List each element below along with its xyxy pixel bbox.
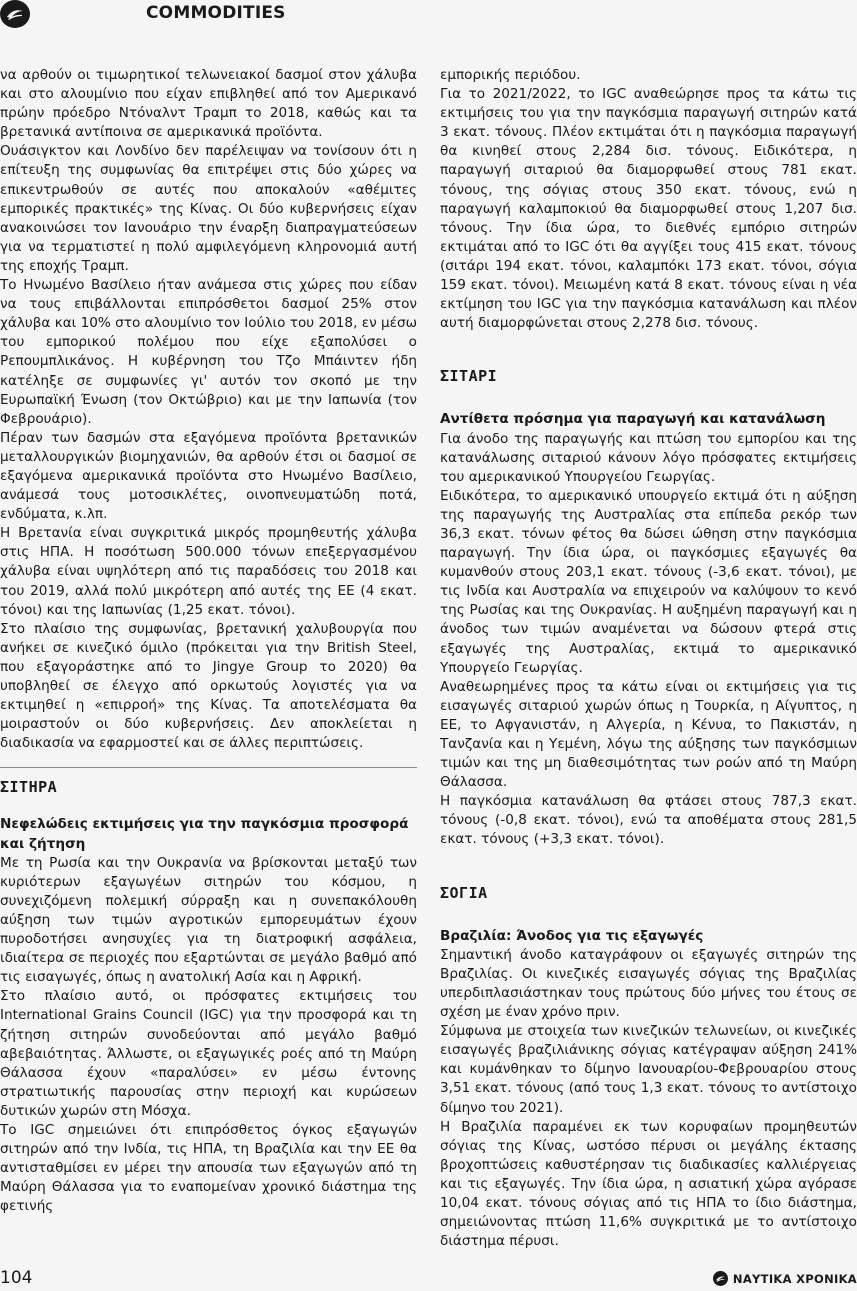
- paragraph: Πέραν των δασμών στα εξαγόμενα προϊόντα βρετανικών μεταλλουργικών βιομηχανιών, θα αρθούν έτσι οι δασμοί σε εξαγόμενα αμερικανικά προϊόντα στο Ηνωμένο Βασίλειο, ανάμεσά τους μοτοσικλέτες, οινοπνευματώδη ποτά, ενδύματα, κ.λπ.: [0, 429, 417, 523]
- left-column: [0, 66, 417, 1216]
- sub-heading-grains: Νεφελώδεις εκτιμήσεις για την παγκόσμια προσφορά και ζήτηση: [0, 816, 409, 852]
- paragraph: Σύμφωνα με στοιχεία των κινεζικών τελωνείων, οι κινεζικές εισαγωγές βραζιλιάνικης σόγιας κατέγραψαν αύξηση 241% και κυμάνθηκαν το δίμηνο Ιανουαρίου-Φεβρουαρίου στους 3,51 εκατ. τόνους (από τους 1,3 εκατ. τόνους το αντίστοιχο δίμηνο του 2021).: [440, 1023, 857, 1116]
- page-header: [0, 0, 857, 30]
- paragraph: Για το 2021/2022, το IGC αναθεώρησε προς τα κάτω τις εκτιμήσεις του για την παγκόσμια παραγωγή σιτηρών κατά 3 εκατ. τόνους. Πλέον εκτιμάται ότι η παγκόσμια παραγωγή θα κινηθεί στους 2,284 δισ. τόνους. Ειδικότερα, η παραγωγή σιταριού θα διαμορφωθεί στους 781 εκατ. τόνους, της σόγιας στους 350 εκατ. τόνους, ενώ η παραγωγή καλαμποκιού θα διαμορφωθεί στους 1,207 δισ. τόνους. Την ίδια ώρα, το διεθνές εμπόριο σιτηρών εκτιμάται από το IGC ότι θα αγγίξει τους 415 εκατ. τόνους (σιτάρι 194 εκατ. τόνοι, καλαμπόκι 173 εκατ. τόνοι, σόγια 159 εκατ. τόνοι). Μειωμένη κατά 8 εκατ. τόνους είναι η νέα εκτίμηση του IGC για την παγκόσμια κατανάλωση και πλέον αυτή διαμορφώνεται στους 2,278 δισ. τόνους.: [440, 86, 857, 332]
- right-column: [440, 66, 857, 1251]
- paragraph: Η παγκόσμια κατανάλωση θα φτάσει στους 787,3 εκατ. τόνους (-0,8 εκατ. τόνοι), ενώ τα αποθέματα στους 281,5 εκατ. τόνους (+3,3 εκατ. τόνοι).: [440, 793, 857, 848]
- paragraph: Στο πλαίσιο αυτό, οι πρόσφατες εκτιμήσεις του International Grains Council (IGC) για την προσφορά και τη ζήτηση σιτηρών συνοδεύονται από μεγάλο βαθμό αβεβαιότητας. Άλλωστε, οι εξαγωγικές ροές από τη Μαύρη Θάλασσα έχουν «παραλύσει» εν μέσω έντονης στρατιωτικής παρουσίας στην περιοχή και κυρώσεων δυτικών χωρών στη Μόσχα.: [0, 988, 417, 1119]
- page-number: 104: [0, 1268, 33, 1288]
- publication-logo-icon: [0, 0, 30, 28]
- paragraph: εμπορικής περιόδου.: [440, 67, 581, 83]
- sub-heading-wheat: Αντίθετα πρόσημα για παραγωγή και κατανάλωση: [440, 411, 826, 428]
- brand-name: ΝΑΥΤΙΚΑ ΧΡΟΝΙΚΑ: [732, 1271, 857, 1286]
- paragraph: Το IGC σημειώνει ότι επιπρόσθετος όγκος εξαγωγών σιτηρών από την Ινδία, τις ΗΠΑ, τη Βραζιλία και την ΕΕ θα αντισταθμίσει εν μέρει την απουσία των εξαγωγών από τη Μαύρη Θάλασσα για το εναπομείναν χρονικό διάστημα της φετινής: [0, 1121, 417, 1215]
- paragraph: Αναθεωρημένες προς τα κάτω είναι οι εκτιμήσεις για τις εισαγωγές σιταριού χωρών όπως η Τουρκία, η Αίγυπτος, η ΕΕ, το Αφγανιστάν, η Αλγερία, η Κένυα, το Πακιστάν, η Τανζανία και η Υεμένη, λόγω της αύξησης των παγκόσμιων τιμών και της μη διαθεσιμότητας των ροών από τη Μαύρη Θάλασσα.: [440, 678, 857, 791]
- section-divider: [0, 767, 417, 768]
- paragraph: Στο πλαίσιο της συμφωνίας, βρετανική χαλυβουργία που ανήκει σε κινεζικό όμιλο (πρόκειται για την British Steel, που εξαγοράστηκε από το Jingye Group το 2020) θα υποβληθεί σε έλεγχο από ορκωτούς λογιστές για να εκτιμηθεί η «επιρροή» της Κίνας. Τα αποτελέσματα θα μοιραστούν οι δύο κυβερνήσεις. Δεν αποκλείεται η διαδικασία να εφαρμοστεί και σε άλλες περιπτώσεις.: [0, 620, 417, 752]
- paragraph: Σημαντική άνοδο καταγράφουν οι εξαγωγές σιτηρών της Βραζιλίας. Οι κινεζικές εισαγωγές σόγιας της Βραζιλίας υπερδιπλασιάστηκαν τους πρώτους δύο μήνες του έτους σε σχέση με έναν χρόνο πριν.: [440, 946, 857, 1021]
- section-heading-wheat: ΣΙΤΑΡΙ: [440, 367, 498, 386]
- brand-logo-icon: [713, 1271, 728, 1286]
- section-heading-soy: ΣΟΓΙΑ: [440, 883, 488, 902]
- paragraph: Η Βρετανία είναι συγκριτικά μικρός προμηθευτής χάλυβα στις ΗΠΑ. Η ποσότωση 500.000 τόνων επεξεργασμένου χάλυβα είναι υψηλότερη από τις παραδόσεις του 2018 και του 2019, αλλά πολύ μικρότερη από αυτές της ΕΕ (4 εκατ. τόνοι) και της Ιαπωνίας (1,25 εκατ. τόνοι).: [0, 525, 417, 618]
- paragraph: Το Ηνωμένο Βασίλειο ήταν ανάμεσα στις χώρες που είδαν να τους επιβάλλονται επιπρόσθετοι δασμοί 25% στον χάλυβα και 10% στο αλουμίνιο τον Ιούλιο του 2018, εν μέσω του εμπορικού πολέμου που είχε εξαπολύσει ο Ρεπουμπλικάνος. Η κυβέρνηση του Τζο Μπάιντεν ήδη κατέληξε σε συμφωνίες γι' αυτόν τον σκοπό με την Ευρωπαϊκή Ένωση (τον Οκτώβριο) και με την Ιαπωνία (τον Φεβρουάριο).: [0, 277, 417, 427]
- footer-brand: [713, 1271, 857, 1286]
- paragraph: Για άνοδο της παραγωγής και πτώση του εμπορίου και της κατανάλωσης σιταριού κάνουν λόγο πρόσφατες εκτιμήσεις του αμερικανικού Υπουργείου Γεωργίας.: [440, 430, 857, 485]
- section-heading-grains: ΣΙΤΗΡΑ: [0, 778, 58, 797]
- paragraph: να αρθούν οι τιμωρητικοί τελωνειακοί δασμοί στον χάλυβα και στο αλουμίνιο που είχαν επιβληθεί από τον Αμερικανό πρώην πρόεδρο Ντόναλντ Τραμπ το 2018, καθώς και τα βρετανικά αντίποινα σε αμερικανικά προϊόντα.: [0, 67, 417, 141]
- paragraph: Ουάσιγκτον και Λονδίνο δεν παρέλειψαν να τονίσουν ότι η επίτευξη της συμφωνίας θα επιτρέψει στις δύο χώρες να επικεντρωθούν σε αυτές που αποκαλούν «αθέμιτες εμπορικές πρακτικές» της Κίνας. Οι δύο κυβερνήσεις είχαν ανακοινώσει τον Ιανουάριο την έναρξη διαπραγματεύσεων για να τερματιστεί η πολύ αμφιλεγόμενη κληρονομιά αυτή της εποχής Τραμπ.: [0, 143, 417, 274]
- section-title: COMMODITIES: [146, 3, 286, 23]
- paragraph: Με τη Ρωσία και την Ουκρανία να βρίσκονται μεταξύ των κυριότερων εξαγωγέων σιτηρών του κόσμου, η συνεχιζόμενη πολεμική σύρραξη και η συνεπακόλουθη αύξηση των τιμών αγροτικών εμπορευμάτων έχουν πυροδοτήσει ανησυχίες για τη διατροφική ασφάλεια, ιδιαίτερα σε περιοχές που εξαρτώνται σε μεγάλο βαθμό από τις εισαγωγές, όπως η ανατολική Ασία και η Αφρική.: [0, 854, 417, 986]
- paragraph: Ειδικότερα, το αμερικανικό υπουργείο εκτιμά ότι η αύξηση της παραγωγής της Αυστραλίας στα επίπεδα ρεκόρ των 36,3 εκατ. τόνων φέτος θα δώσει ώθηση στην παγκόσμια παραγωγή. Την ίδια ώρα, οι παγκόσμιες εξαγωγές θα κυμανθούν στους 203,1 εκατ. τόνους (-3,6 εκατ. τόνοι), με τις Ινδία και Αυστραλία να επιχειρούν να καλύψουν το κενό της Ρωσίας και της Ουκρανίας. Η αυξημένη παραγωγή και η άνοδος των τιμών αναμένεται να δώσουν φτερά στις εξαγωγές της Αυστραλίας, εκτιμά το αμερικανικό Υπουργείο Γεωργίας.: [440, 487, 857, 676]
- sub-heading-soy: Βραζιλία: Άνοδος για τις εξαγωγές: [440, 927, 704, 944]
- paragraph: Η Βραζιλία παραμένει εκ των κορυφαίων προμηθευτών σόγιας της Κίνας, ωστόσο πέρυσι οι μεγάλης έκτασης βροχοπτώσεις καθυστέρησαν τις διαδικασίες καλλιέργειας και τις εξαγωγές. Την ίδια ώρα, η ασιατική χώρα αγόρασε 10,04 εκατ. τόνους σόγιας από τις ΗΠΑ το ίδιο διάστημα, σημειώνοντας πτώση 11,6% συγκριτικά με το αντίστοιχο διάστημα πέρυσι.: [440, 1118, 857, 1250]
